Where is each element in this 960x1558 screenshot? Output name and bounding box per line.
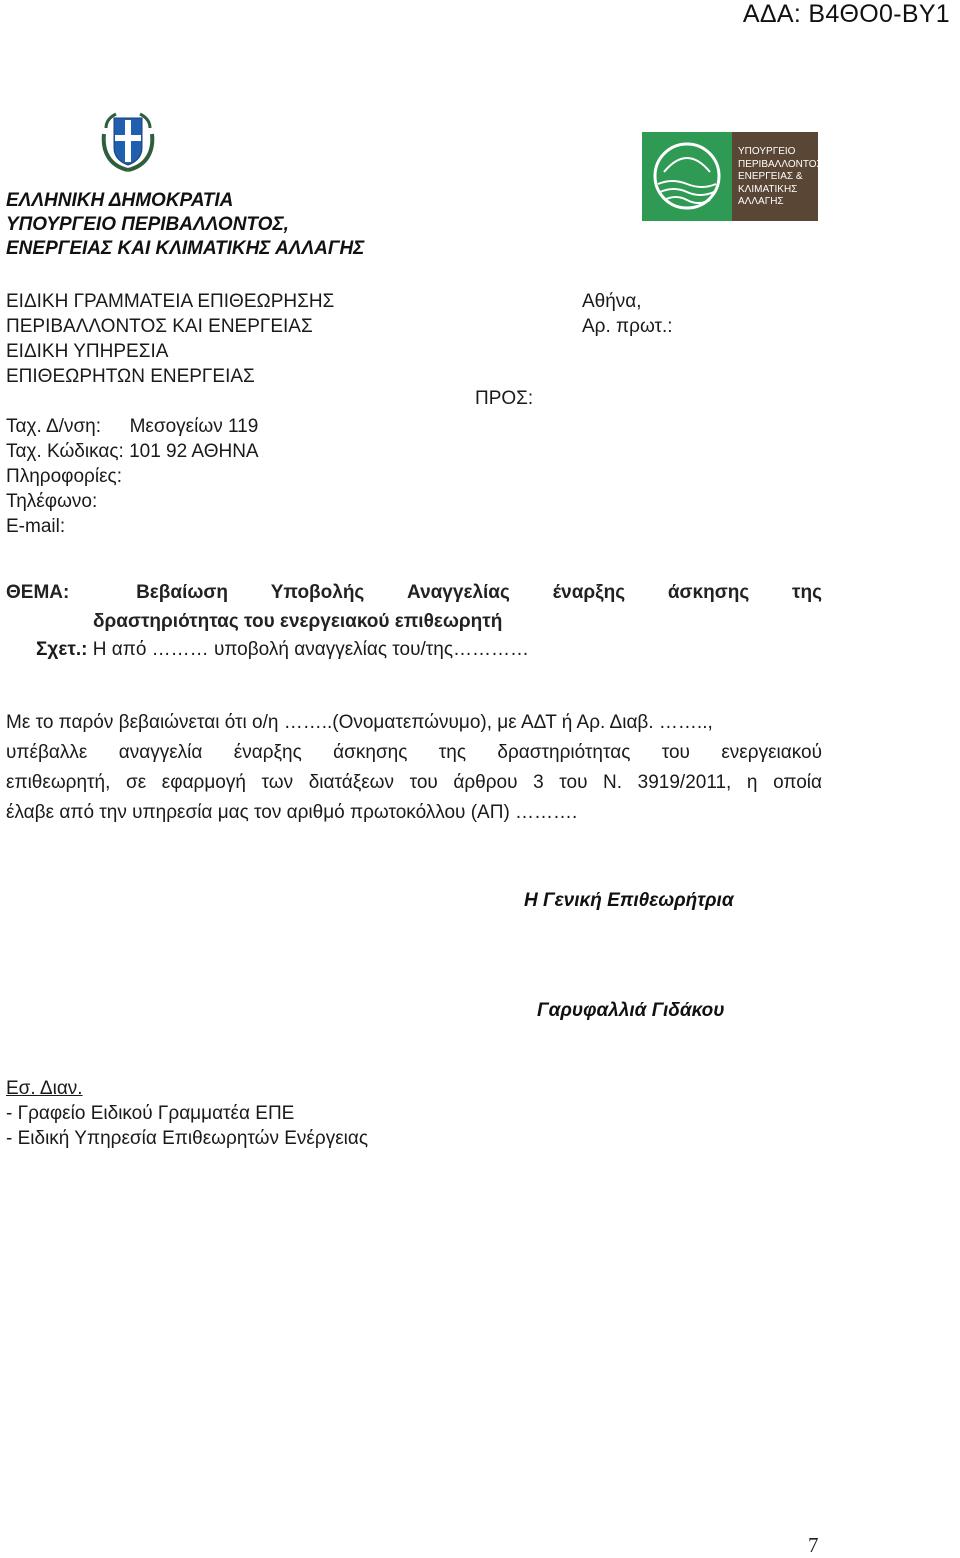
subject-block [6, 578, 822, 636]
subject-word: Υποβολής [270, 582, 365, 603]
certification-paragraph [6, 708, 822, 828]
subject-word: Βεβαίωση [136, 582, 229, 603]
subject-word: Αναγγελίας [407, 582, 510, 603]
paragraph-line: έλαβε από την υπηρεσία μας τον αριθμό πρωτοκόλλου (ΑΠ) ………. [6, 802, 578, 823]
distribution-item: - Ειδική Υπηρεσία Επιθεωρητών Ενέργειας [6, 1128, 369, 1149]
header-ministry-cont: ΕΝΕΡΓΕΙΑΣ ΚΑΙ ΚΛΙΜΑΤΙΚΗΣ ΑΛΛΑΓΗΣ [6, 238, 365, 259]
distribution-item: - Γραφείο Ειδικού Γραμματέα ΕΠΕ [6, 1103, 295, 1124]
logo-line: ΑΛΛΑΓΗΣ [738, 196, 784, 207]
sender-line: ΠΕΡΙΒΑΛΛΟΝΤΟΣ ΚΑΙ ΕΝΕΡΓΕΙΑΣ [6, 316, 313, 337]
logo-line: ΥΠΟΥΡΓΕΙΟ [738, 146, 796, 157]
city-date: Αθήνα, [582, 291, 642, 312]
greek-emblem-icon [96, 108, 160, 174]
protocol-number: Αρ. πρωτ.: [582, 316, 673, 337]
ministry-mark-icon [642, 132, 732, 221]
logo-line: ΚΛΙΜΑΤΙΚΗΣ [738, 183, 798, 195]
subject-word: έναρξης [552, 582, 626, 603]
logo-line: ΠΕΡΙΒΑΛΛΟΝΤΟΣ [738, 158, 823, 170]
reference-text: Η από ……… υποβολή αναγγελίας του/της………… [87, 639, 530, 660]
address-label: Ταχ. Δ/νση: [6, 416, 102, 437]
logo-line: ΕΝΕΡΓΕΙΑΣ & [738, 171, 803, 182]
ada-code: ΑΔΑ: Β4ΘΟ0-ΒΥ1 [742, 0, 950, 28]
sun-sea-icon [642, 132, 732, 221]
paragraph-line: Με το παρόν βεβαιώνεται ότι ο/η ……..(Ονοματεπώνυμο), με ΑΔΤ ή Αρ. Διαβ. …….., [6, 712, 713, 733]
reference-label: Σχετ.: [36, 639, 88, 660]
header-republic: ΕΛΛΗΝΙΚΗ ΔΗΜΟΚΡΑΤΙΑ [6, 190, 234, 211]
subject-line-1 [6, 578, 822, 607]
reference-line [36, 639, 529, 661]
page-number: 7 [808, 1533, 819, 1557]
signatory-name: Γαρυφαλλιά Γιδάκου [537, 1000, 725, 1021]
sender-line: ΕΙΔΙΚΗ ΥΠΗΡΕΣΙΑ [6, 341, 169, 362]
signatory-title: Η Γενική Επιθεωρήτρια [524, 890, 734, 911]
to-label: ΠΡΟΣ: [475, 388, 534, 409]
subject-word: της [791, 582, 822, 603]
subject-label: ΘΕΜΑ: [6, 582, 70, 603]
paragraph-line: επιθεωρητή, σε εφαρμογή των διατάξεων του άρθρου 3 του Ν. 3919/2011, η οποία [6, 772, 822, 793]
internal-distribution-label: Εσ. Διαν. [6, 1078, 83, 1099]
sender-line: ΕΙΔΙΚΗ ΓΡΑΜΜΑΤΕΙΑ ΕΠΙΘΕΩΡΗΣΗΣ [6, 291, 335, 312]
address-value: Μεσογείων 119 [129, 416, 259, 437]
ministry-logo [642, 132, 823, 221]
subject-word: άσκησης [667, 582, 750, 603]
phone-line: Τηλέφωνο: [6, 491, 98, 512]
address-line [6, 414, 258, 439]
subject-line-2: δραστηριότητας του ενεργειακού επιθεωρητή [93, 611, 503, 632]
info-line: Πληροφορίες: [6, 466, 122, 487]
postal-line: Ταχ. Κώδικας: 101 92 ΑΘΗΝΑ [6, 441, 259, 462]
logo-text [738, 146, 823, 209]
email-line: E-mail: [6, 516, 66, 537]
sender-line: ΕΠΙΘΕΩΡΗΤΩΝ ΕΝΕΡΓΕΙΑΣ [6, 366, 255, 387]
paragraph-line: υπέβαλλε αναγγελία έναρξης άσκησης της δραστηριότητας του ενεργειακού [6, 742, 822, 763]
header-ministry: ΥΠΟΥΡΓΕΙΟ ΠΕΡΙΒΑΛΛΟΝΤΟΣ, [6, 214, 289, 235]
